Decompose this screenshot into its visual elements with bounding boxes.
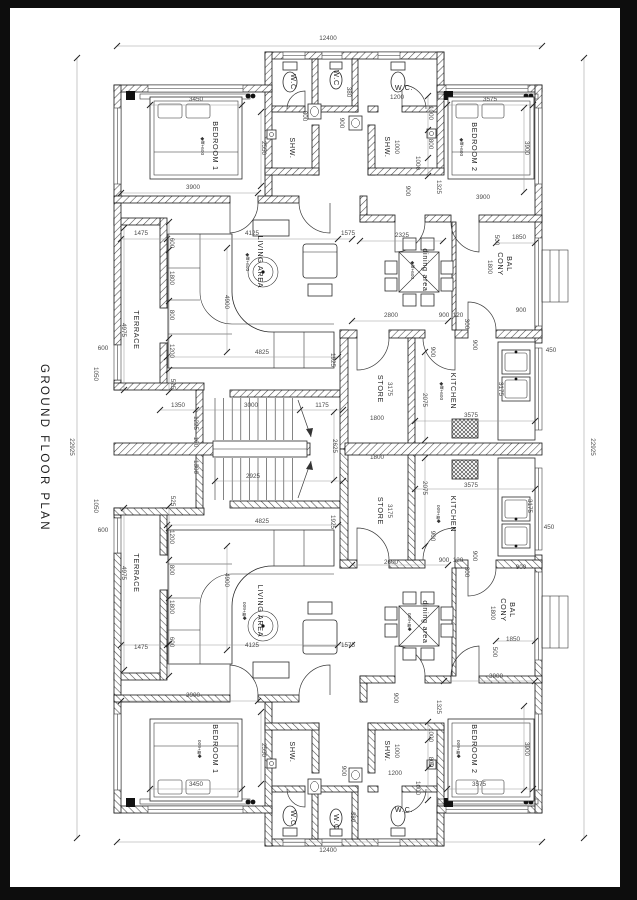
room-label: TERRACE xyxy=(132,310,141,350)
dimension-label: 4975 xyxy=(120,322,127,338)
floor-level-label: ◆fff+600 xyxy=(199,136,204,156)
dimension-label: 900 xyxy=(338,117,345,129)
room-label: W.C xyxy=(289,74,298,90)
dimension-label: 3575 xyxy=(463,482,479,489)
dimension-label: 120 xyxy=(452,312,464,319)
dimension-label: 2325 xyxy=(394,232,410,239)
room-label: KITCHEN xyxy=(449,372,458,410)
dimension-label: 12400 xyxy=(319,35,337,42)
floor-level-label: ◆fff+600 xyxy=(243,601,248,621)
room-label: STORE xyxy=(376,374,385,404)
dimension-label: 1800 xyxy=(369,454,385,461)
dimension-label: 12400 xyxy=(319,847,337,854)
dimension-label: 450 xyxy=(543,524,555,531)
room-label: CONY xyxy=(496,252,505,276)
dimension-label: 1050 xyxy=(92,366,99,382)
floor-level-label: ◆fff+600 xyxy=(198,739,203,759)
dimension-label: 2075 xyxy=(421,392,428,408)
room-label: SHW. xyxy=(288,741,297,763)
dimension-label: 1325 xyxy=(435,179,442,195)
dimension-label: 900 xyxy=(340,765,347,777)
dimension-label: 1925 xyxy=(329,352,336,368)
dimension-label: 1000 xyxy=(393,139,400,155)
dimension-label: 800 xyxy=(427,756,434,768)
dimension-label: 3000 xyxy=(243,402,259,409)
dimension-label: 1225 xyxy=(192,415,199,431)
drawing-title: GROUND FLOOR PLAN xyxy=(38,364,50,532)
party-wall xyxy=(114,443,542,455)
dimension-label: 2550 xyxy=(260,140,267,156)
room-label: SHW. xyxy=(383,136,392,158)
room-label: LIVING AREA xyxy=(256,235,265,289)
dimension-label: 22925 xyxy=(68,438,75,456)
dimension-label: 3900 xyxy=(475,194,491,201)
dimension-label: 500 xyxy=(493,234,500,246)
dimension-label: 3450 xyxy=(188,96,204,103)
dimension-label: 1800 xyxy=(489,605,496,621)
dimension-label: 1200 xyxy=(389,94,405,101)
dimension-label: 900 xyxy=(438,312,450,319)
room-label: BAL xyxy=(508,602,517,618)
dimension-label: 1850 xyxy=(505,636,521,643)
room-label: dining area xyxy=(421,600,430,644)
dimension-label: 300 xyxy=(463,318,470,330)
dimension-label: 3575 xyxy=(463,412,479,419)
floor-level-label: ◆fff+600 xyxy=(458,137,463,157)
dimension-label: 900 xyxy=(392,692,399,704)
room-label: BAL xyxy=(505,256,514,272)
dimension-label: 3900 xyxy=(523,741,530,757)
dimension-label: 3175 xyxy=(526,498,533,514)
room-label: SHW. xyxy=(383,740,392,762)
dimension-label: 1175 xyxy=(315,402,329,409)
dimension-label: 1925 xyxy=(329,514,336,530)
floor-level-label: ◆fff+600 xyxy=(437,504,442,524)
dimension-label: 4900 xyxy=(223,572,230,588)
dimension-label: 1475 xyxy=(133,230,149,237)
dimension-label: 380 xyxy=(345,86,352,98)
dimension-label: 900 xyxy=(429,346,436,358)
dimension-label: 4900 xyxy=(223,294,230,310)
dimension-label: 100 xyxy=(192,436,199,448)
floor-level-label: ◆fff+600 xyxy=(457,739,462,759)
room-label: TERRACE xyxy=(132,553,141,593)
dimension-label: 300 xyxy=(463,566,470,578)
dimension-label: 1350 xyxy=(170,402,186,409)
dimension-label: 900 xyxy=(404,185,411,197)
dimension-label: 1800 xyxy=(168,599,175,615)
dimension-label: 900 xyxy=(429,530,436,542)
staircase xyxy=(213,398,313,500)
dimension-label: 1050 xyxy=(92,498,99,514)
room-label: STORE xyxy=(376,496,385,526)
room-label: dining area xyxy=(421,248,430,292)
dimension-label: 900 xyxy=(515,564,527,571)
dimension-label: 3450 xyxy=(188,781,204,788)
dimension-label: 3175 xyxy=(386,503,393,519)
floor-level-label: ◆fff+600 xyxy=(408,612,413,632)
dimension-label: 4825 xyxy=(254,349,270,356)
floor-level-label: ◆fff+600 xyxy=(244,252,249,272)
floor-level-label: ◆fff+600 xyxy=(409,260,414,280)
room-label: BEDROOM 1 xyxy=(211,724,220,774)
dimension-label: 4975 xyxy=(120,565,127,581)
dimension-label: 525 xyxy=(169,378,176,390)
dimension-label: 900 xyxy=(438,557,450,564)
dimension-label: 2550 xyxy=(260,742,267,758)
dimension-label: 1200 xyxy=(168,529,175,545)
dimension-label: 4125 xyxy=(244,642,260,649)
room-label: LIVING AREA xyxy=(256,584,265,638)
dimension-label: 4125 xyxy=(244,230,260,237)
dimension-label: 3900 xyxy=(185,692,201,699)
room-label: W.C xyxy=(332,70,341,86)
room-label: W.C xyxy=(332,814,341,830)
dimension-label: 1300 xyxy=(192,459,199,475)
dimension-label: 380 xyxy=(349,811,356,823)
dimension-label: 600 xyxy=(168,636,175,648)
dimension-label: 600 xyxy=(97,345,109,352)
dimension-label: 600 xyxy=(168,237,175,249)
dimension-label: 2925 xyxy=(245,473,261,480)
dimension-label: 3900 xyxy=(523,140,530,156)
dimension-label: 120 xyxy=(452,557,464,564)
dimension-label: 900 xyxy=(471,339,478,351)
dimension-label: 1000 xyxy=(427,105,434,121)
floor-level-label: ◆fff+600 xyxy=(438,381,443,401)
dimension-label: 2800 xyxy=(383,312,399,319)
room-label: BEDROOM 2 xyxy=(470,724,479,774)
room-label: BEDROOM 1 xyxy=(211,121,220,171)
room-label: KITCHEN xyxy=(449,495,458,533)
dimension-label: 3900 xyxy=(488,673,504,680)
dimension-label: 500 xyxy=(491,646,498,658)
dimension-label: 1000 xyxy=(427,727,434,743)
dimension-label: 1800 xyxy=(369,415,385,422)
dimension-label: 1000 xyxy=(414,155,421,171)
dimension-label: 1575 xyxy=(340,230,356,237)
dimension-label: 1325 xyxy=(435,699,442,715)
dimension-label: 3900 xyxy=(185,184,201,191)
dimension-label: 4825 xyxy=(254,518,270,525)
dimension-label: 2075 xyxy=(421,480,428,496)
dimension-label: 1575 xyxy=(340,642,356,649)
dimension-label: 3575 xyxy=(471,781,487,788)
dimension-label: 800 xyxy=(168,309,175,321)
dimension-label: 22925 xyxy=(589,438,596,456)
dimension-label: 1475 xyxy=(133,644,149,651)
dimension-label: 1000 xyxy=(414,780,421,796)
dimension-label: 1850 xyxy=(511,234,527,241)
dimension-label: 1800 xyxy=(486,259,493,275)
room-label: CONY xyxy=(499,598,508,622)
dimension-label: 1800 xyxy=(168,270,175,286)
room-label: W.C. xyxy=(394,805,414,814)
dimension-label: 800 xyxy=(427,138,434,150)
dimension-label: 900 xyxy=(471,550,478,562)
room-label: W.C xyxy=(289,810,298,826)
room-label: SHW. xyxy=(288,137,297,159)
dimension-label: 800 xyxy=(301,110,308,122)
dimension-label: 3175 xyxy=(386,381,393,397)
dimension-label: 525 xyxy=(169,495,176,507)
room-label: W.C. xyxy=(394,83,414,92)
dimension-label: 450 xyxy=(545,347,557,354)
dimension-label: 900 xyxy=(515,307,527,314)
dimension-label: 1200 xyxy=(387,770,403,777)
dimension-label: 2625 xyxy=(331,438,338,454)
dimension-label: 1000 xyxy=(393,743,400,759)
dimension-label: 3575 xyxy=(482,96,498,103)
dimension-label: 800 xyxy=(168,564,175,576)
dimension-label: 2600 xyxy=(383,559,399,566)
dimension-label: 3175 xyxy=(497,381,504,397)
dimension-label: 1200 xyxy=(168,343,175,359)
dimension-label: 600 xyxy=(97,527,109,534)
room-label: BEDROOM 2 xyxy=(470,122,479,172)
